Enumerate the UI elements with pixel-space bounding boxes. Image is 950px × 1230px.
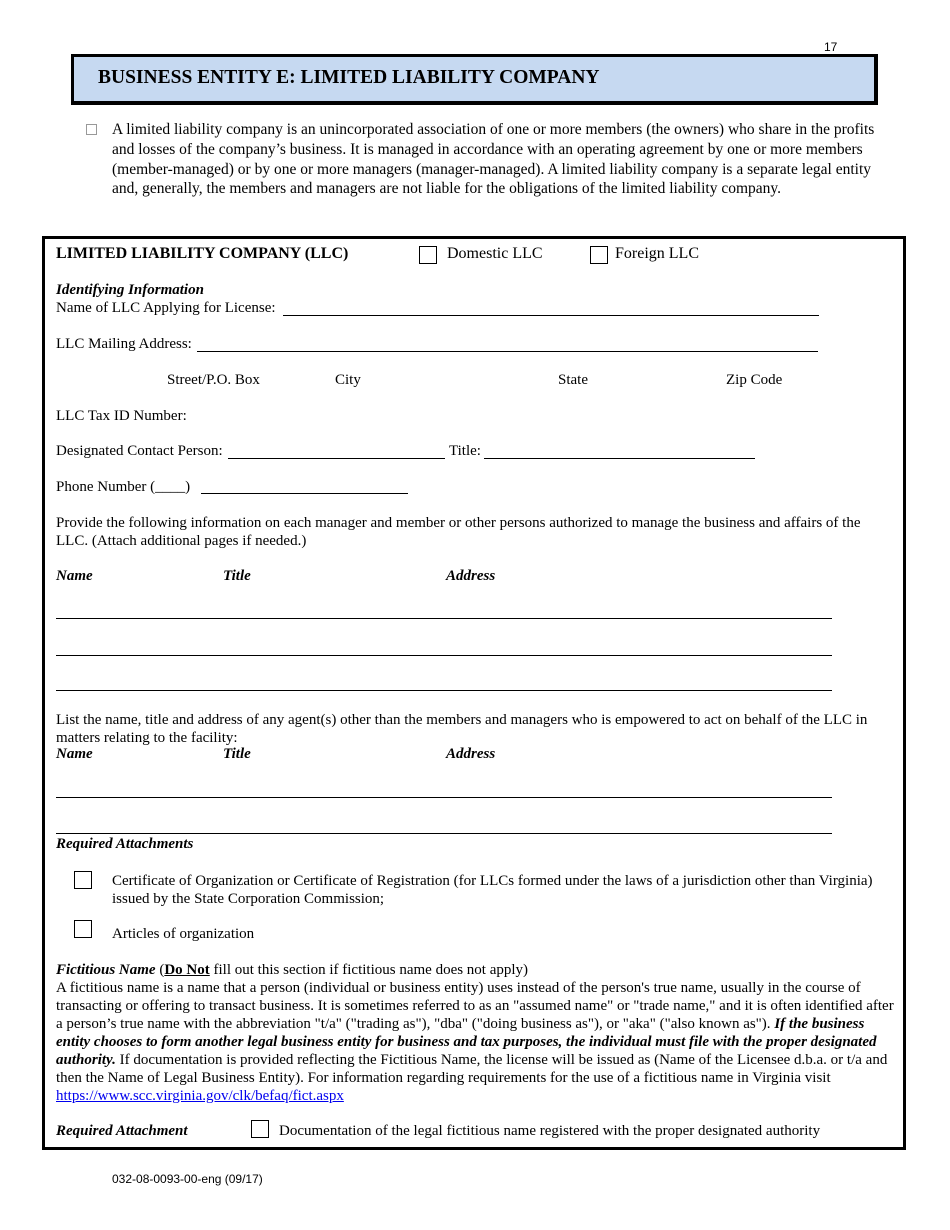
attachment-articles-checkbox[interactable] (74, 920, 92, 938)
contact-title-label: Title: (449, 443, 481, 459)
form-code: 032-08-0093-00-eng (09/17) (112, 1172, 263, 1186)
managers-instruction: Provide the following information on each manager and member or other persons authorized to manage the business and affairs of the LLC. (Attach additional pages if needed.) (56, 515, 861, 549)
fictitious-body-2: If documentation is provided reflecting the Fictitious Name, the license will be issued as (Name of the Licensee d.b.a. or t/a and then the Name of Legal Business Entity). For information regarding requirements for the use of a fictitious name in Virginia visit (56, 1052, 888, 1086)
attachment-certificate-label: Certificate of Organization or Certificate of Registration (for LLCs formed under the laws of a jurisdiction other than Virginia) issued by the State Corporation Commission; (112, 873, 873, 907)
tax-id-label: LLC Tax ID Number: (56, 408, 187, 424)
manager-entry-line[interactable] (56, 655, 832, 656)
llc-name-field[interactable] (283, 315, 819, 316)
fictitious-note-open: ( (159, 962, 165, 978)
domestic-llc-checkbox[interactable] (419, 246, 437, 264)
required-attachments-heading: Required Attachments (56, 836, 194, 852)
form-title: LIMITED LIABILITY COMPANY (LLC) (56, 245, 349, 262)
agents-col-name: Name (56, 746, 93, 762)
agents-col-address: Address (446, 746, 496, 762)
city-label: City (335, 372, 361, 388)
contact-person-field[interactable] (228, 458, 445, 459)
fictitious-documentation-label: Documentation of the legal fictitious name registered with the proper designated authority (279, 1123, 821, 1139)
manager-entry-line[interactable] (56, 618, 832, 619)
street-label: Street/P.O. Box (167, 372, 260, 388)
foreign-llc-label: Foreign LLC (615, 245, 699, 262)
contact-title-field[interactable] (484, 458, 755, 459)
fictitious-body-bold: If the business entity chooses to form another legal business entity for business and tax purposes, the individual must file with the proper designated authority. (56, 1016, 877, 1068)
managers-col-title: Title (223, 568, 251, 584)
section-title: BUSINESS ENTITY E: LIMITED LIABILITY COMPANY (98, 67, 600, 88)
phone-label: Phone Number (____) (56, 479, 191, 495)
fictitious-note-bold: Do Not (164, 962, 210, 978)
fictitious-body-1: A fictitious name is a name that a person (individual or business entity) uses instead of the person's true name, usually in the course of transacting or offering to transact business. It is sometimes referred to as an "assumed name" or "trade name," and it is often identified after a person’s true name with the abbreviation "t/a" ("trading as"), "dba" ("doing business as"), or "aka" ("also known as"). (56, 980, 894, 1032)
managers-col-address: Address (446, 568, 496, 584)
manager-entry-line[interactable] (56, 690, 832, 691)
zip-label: Zip Code (726, 372, 783, 388)
contact-person-label: Designated Contact Person: (56, 443, 223, 459)
mailing-address-label: LLC Mailing Address: (56, 336, 192, 352)
page-number: 17 (824, 40, 838, 54)
managers-col-name: Name (56, 568, 93, 584)
fictitious-documentation-checkbox[interactable] (251, 1120, 269, 1138)
mailing-address-field[interactable] (197, 351, 818, 352)
attachment-certificate-checkbox[interactable] (74, 871, 92, 889)
agents-instruction: List the name, title and address of any agent(s) other than the members and managers who is empowered to act on behalf of the LLC in matters relating to the facility: (56, 712, 868, 746)
fictitious-note-rest: fill out this section if fictitious name does not apply) (209, 962, 529, 978)
agent-entry-line[interactable] (56, 797, 832, 798)
required-attachment-label: Required Attachment (56, 1123, 188, 1139)
agents-col-title: Title (223, 746, 251, 762)
phone-field[interactable] (201, 493, 408, 494)
foreign-llc-checkbox[interactable] (590, 246, 608, 264)
section-header (71, 54, 878, 105)
state-label: State (558, 372, 588, 388)
agent-entry-line[interactable] (56, 833, 832, 834)
domestic-llc-label: Domestic LLC (447, 245, 543, 262)
attachment-articles-label: Articles of organization (112, 926, 255, 942)
fictitious-name-section (56, 961, 894, 1105)
intro-paragraph: A limited liability company is an unincorporated association of one or more members (the owners) who share in the profits and losses of the company’s business. It is managed in accordance with an operating agreement by one or more members (member-managed) or by one or more managers (manager-managed). A limited liability company is a separate legal entity and, generally, the members and managers are not liable for the obligations of the limited liability company. (112, 121, 875, 198)
llc-name-label: Name of LLC Applying for License: (56, 300, 276, 316)
fictitious-heading: Fictitious Name (56, 962, 156, 978)
bullet-icon (86, 124, 97, 135)
identifying-heading: Identifying Information (56, 282, 204, 298)
fictitious-name-link[interactable]: https://www.scc.virginia.gov/clk/befaq/fict.aspx (56, 1088, 344, 1104)
